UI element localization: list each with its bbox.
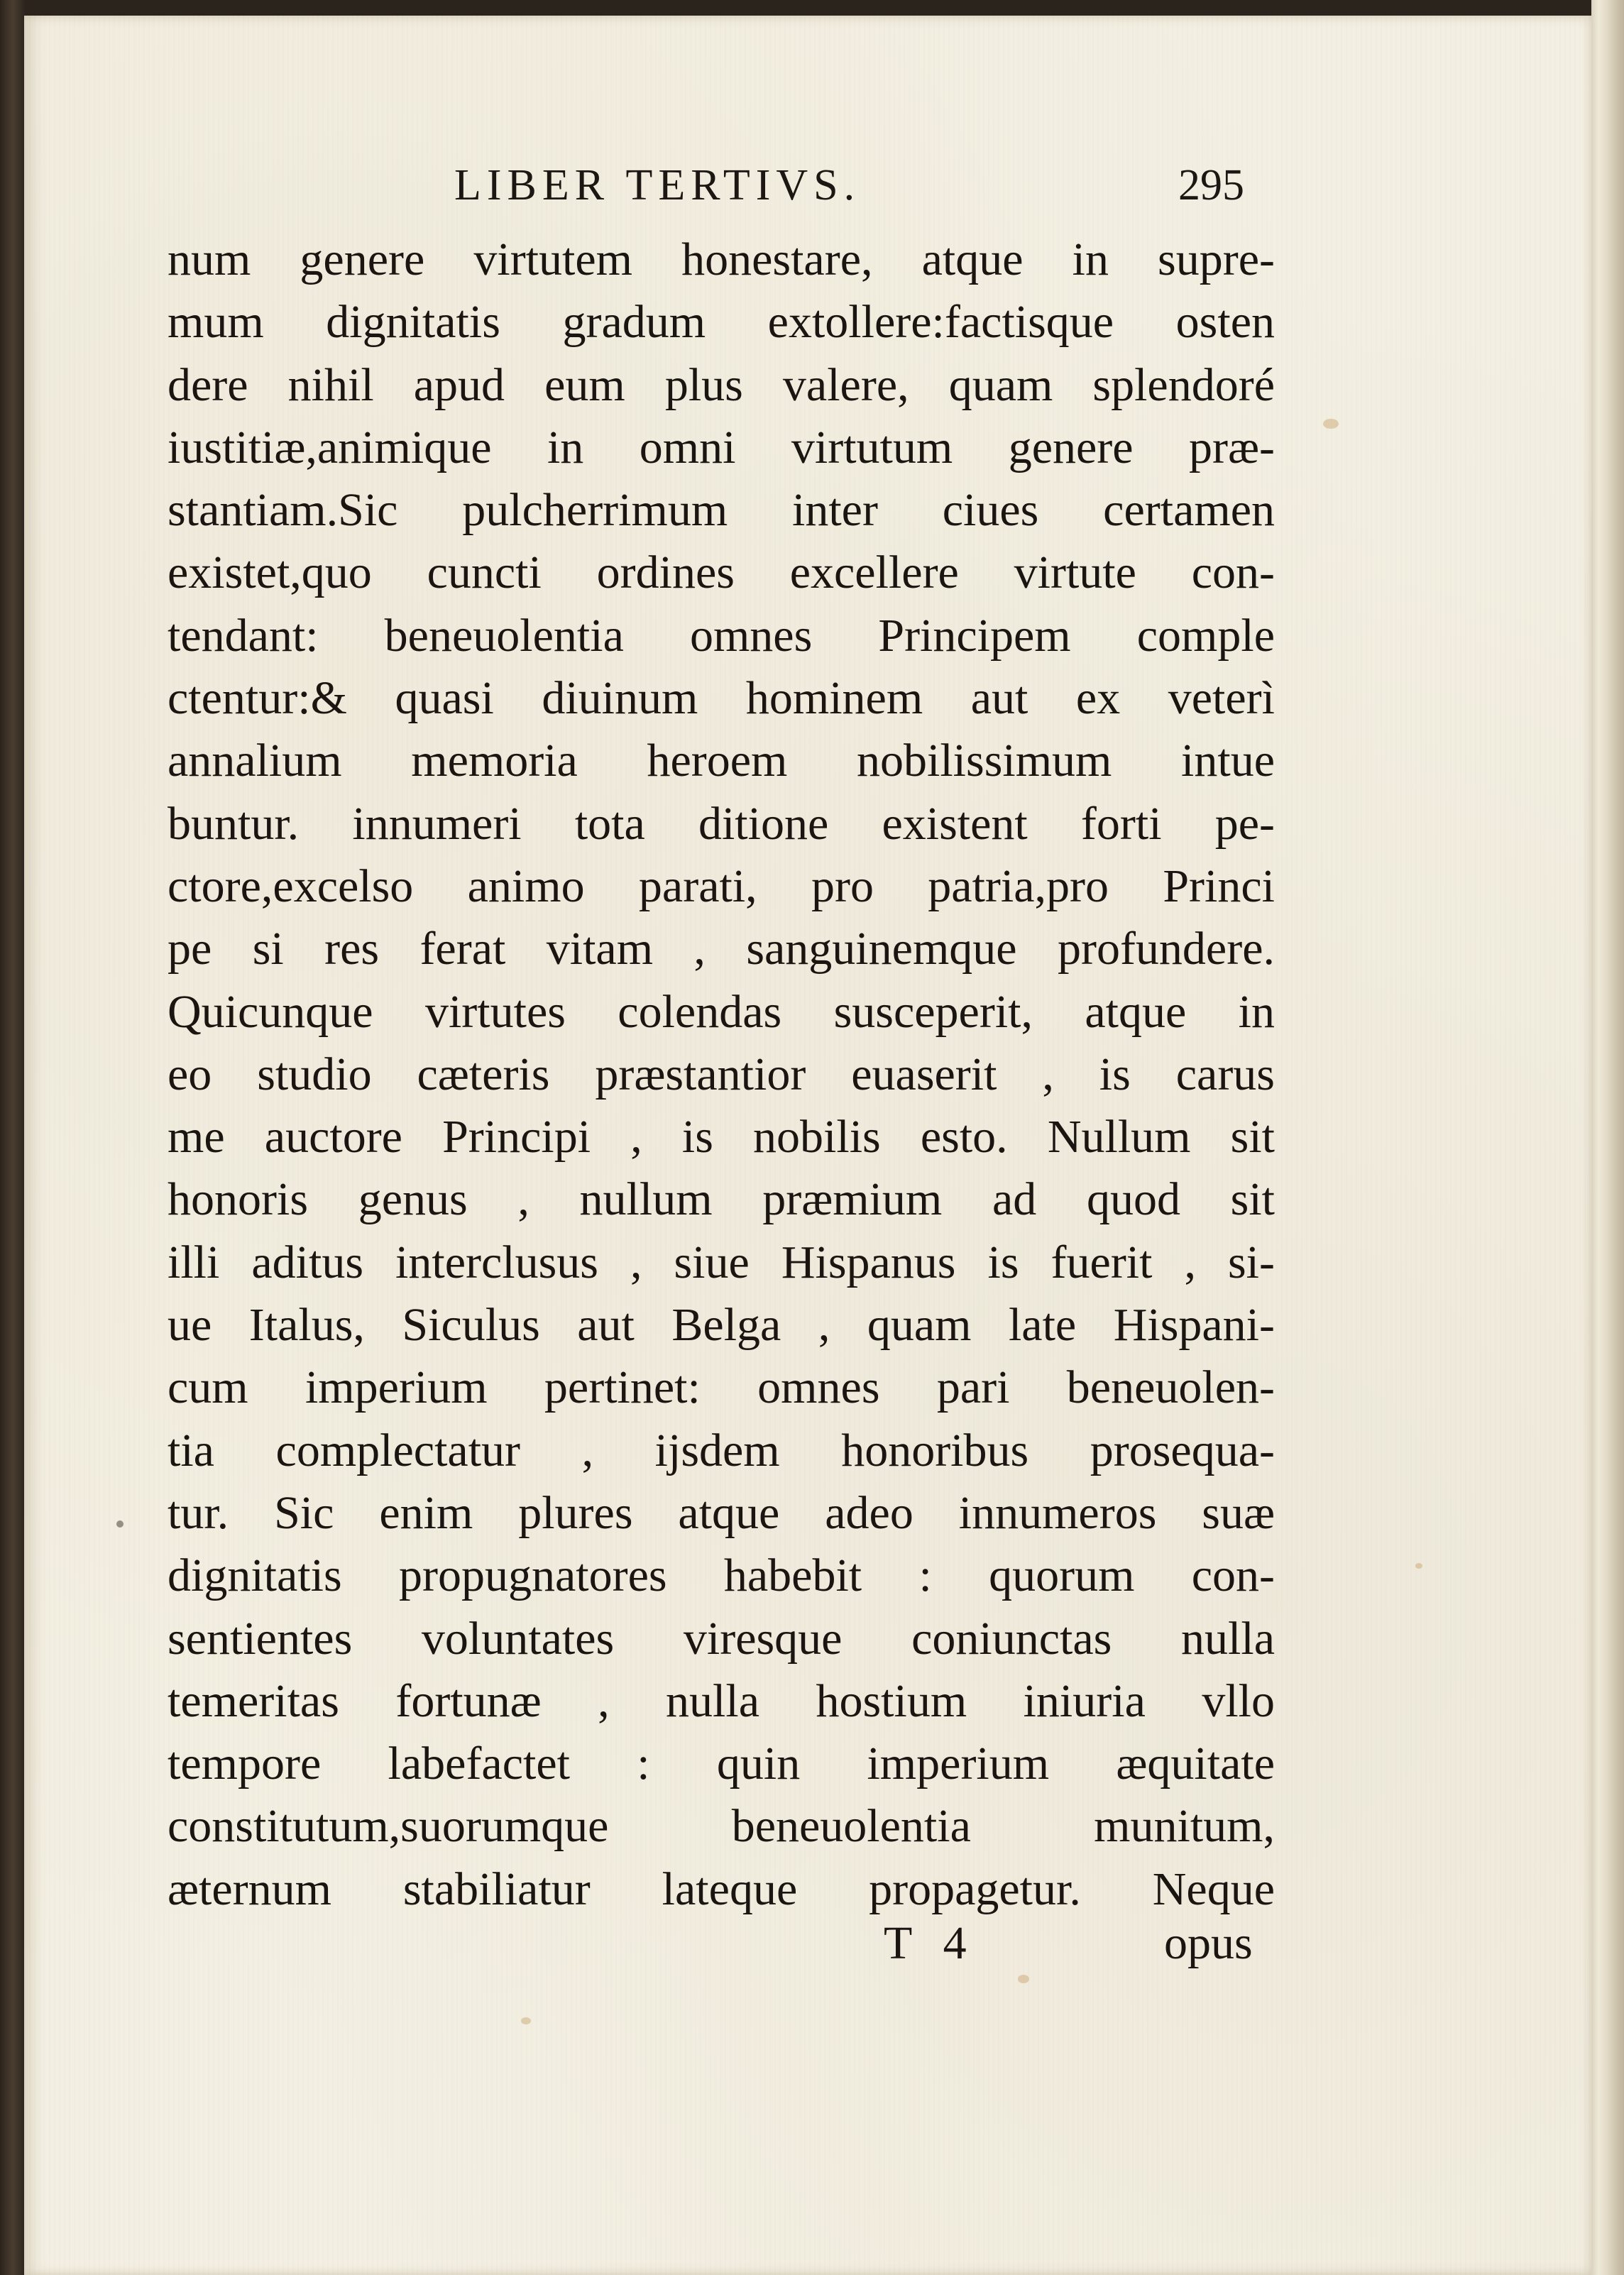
foxing-spot	[1415, 1563, 1422, 1569]
text-line: pe si res ferat vitam , sanguinemque profundere.	[168, 923, 1275, 975]
text-line: stantiam.Sic pulcherrimum inter ciues certamen	[168, 484, 1275, 537]
text-line: tur. Sic enim plures atque adeo innumeros suæ	[168, 1486, 1275, 1539]
running-head: LIBER TERTIVS.	[454, 161, 861, 209]
text-line: cum imperium pertinet: omnes pari beneuolen-	[168, 1361, 1275, 1414]
text-line: illi aditus interclusus , siue Hispanus is fuerit , si-	[168, 1236, 1275, 1288]
foxing-spot	[116, 1520, 124, 1528]
text-line: buntur. innumeri tota ditione existent forti pe-	[168, 797, 1275, 850]
text-line: tendant: beneuolentia omnes Principem comple	[168, 609, 1275, 662]
foxing-spot	[521, 2017, 531, 2024]
signature-mark: T 4	[884, 1917, 977, 1969]
page-fore-edge	[1591, 0, 1624, 2275]
text-line: constitutum,suorumque beneuolentia munitum,	[168, 1800, 1275, 1853]
text-line: honoris genus , nullum præmium ad quod sit	[168, 1173, 1275, 1226]
text-line: iustitiæ,animique in omni virtutum genere præ-	[168, 421, 1275, 473]
text-line: ctentur:& quasi diuinum hominem aut ex veterì	[168, 672, 1275, 725]
page-number: 295	[1178, 161, 1244, 209]
foxing-spot	[1323, 419, 1339, 429]
text-line: annalium memoria heroem nobilissimum intue	[168, 735, 1275, 787]
text-line: me auctore Principi , is nobilis esto. Nullum sit	[168, 1111, 1275, 1163]
text-line: æternum stabiliatur lateque propagetur. Neque	[168, 1863, 1275, 1915]
text-line: dere nihil apud eum plus valere, quam splendoré	[168, 358, 1275, 411]
text-line: num genere virtutem honestare, atque in supre-	[168, 234, 1275, 285]
text-block	[168, 229, 1275, 1921]
text-line: Quicunque virtutes colendas susceperit, atque in	[168, 985, 1275, 1038]
text-line: tempore labefactet : quin imperium æquitate	[168, 1738, 1275, 1790]
catchword: opus	[1164, 1917, 1253, 1969]
text-line: sentientes voluntates viresque coniunctas nulla	[168, 1612, 1275, 1665]
text-line: tia complectatur , ijsdem honoribus prosequa-	[168, 1424, 1275, 1476]
text-line: ue Italus, Siculus aut Belga , quam late Hispani-	[168, 1299, 1275, 1352]
text-line: existet,quo cuncti ordines excellere virtute con-	[168, 547, 1275, 599]
text-line: temeritas fortunæ , nulla hostium iniuria vllo	[168, 1674, 1275, 1727]
text-line: eo studio cæteris præstantior euaserit , is carus	[168, 1048, 1275, 1100]
foxing-spot	[1018, 1975, 1029, 1983]
text-line: dignitatis propugnatores habebit : quorum con-	[168, 1550, 1275, 1602]
text-line: ctore,excelso animo parati, pro patria,pro Princi	[168, 860, 1275, 912]
text-line: mum dignitatis gradum extollere:factisque osten	[168, 296, 1275, 349]
